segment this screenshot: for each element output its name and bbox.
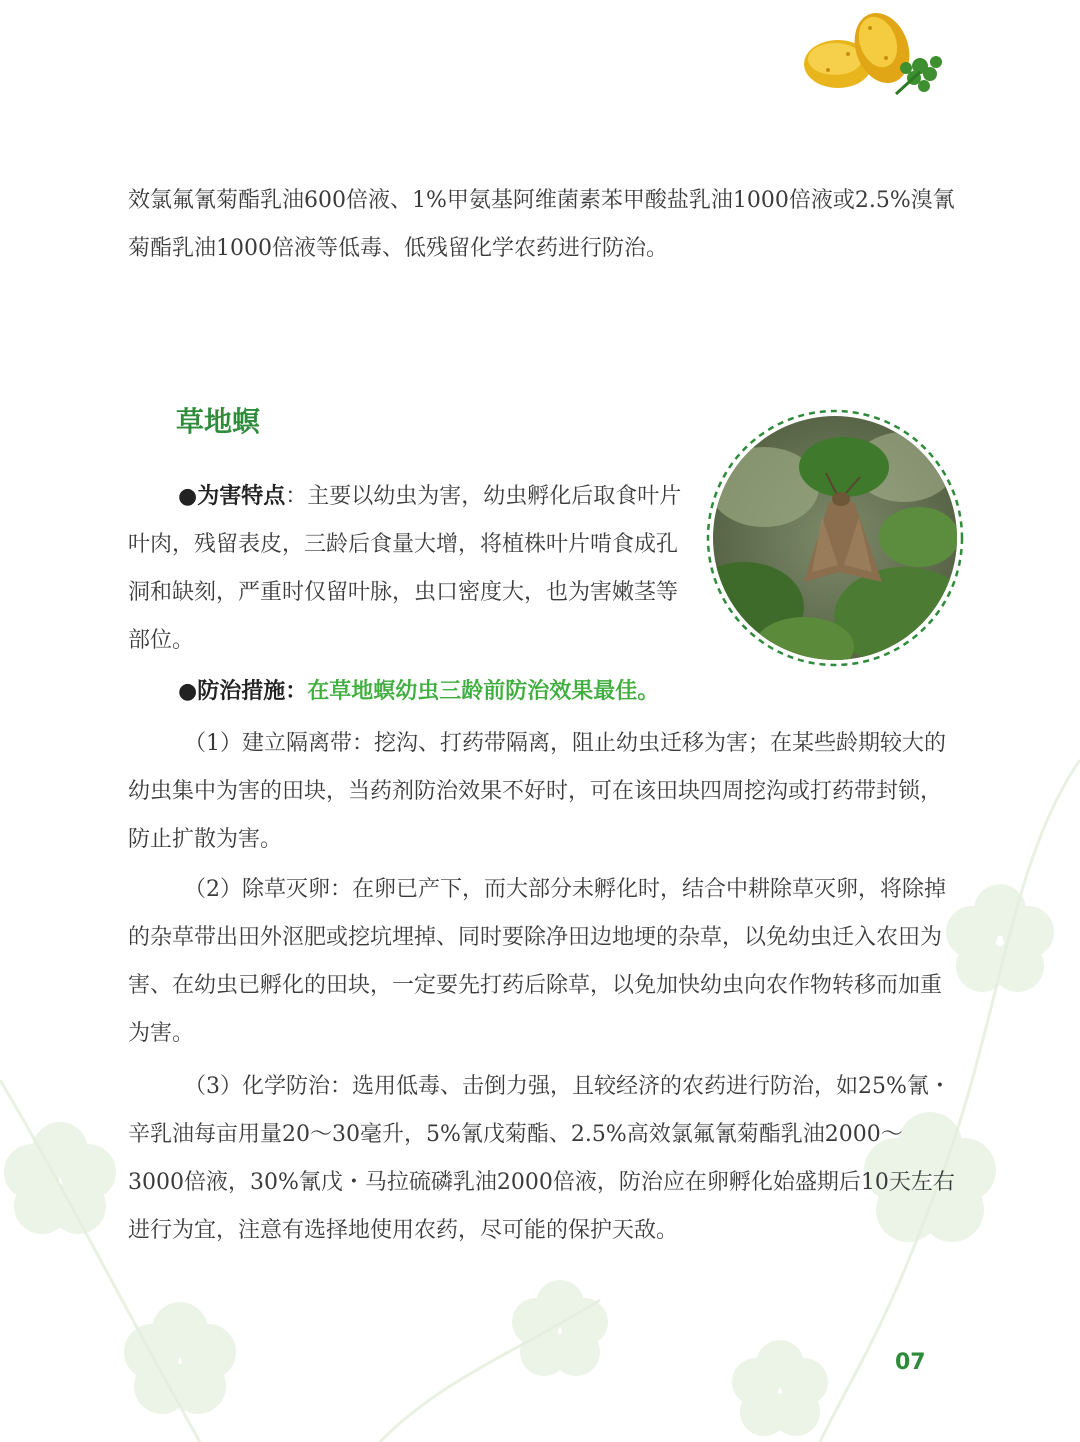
bullet-icon: ● xyxy=(178,679,198,704)
control-label: 防治措施 xyxy=(197,679,286,704)
step-3: （3）化学防治：选用低毒、击倒力强，且较经济的农药进行防治，如25%氰・辛乳油每亩用量20～30毫升，5%氰戊菊酯、2.5%高效氯氟氰菊酯乳油2000～3000倍液，30%氰戊・马拉硫磷乳油2000倍液，防治应在卵孵化始盛期后10天左右进行为宜，注意有选择地使用农药，尽可能的保护天敌。 xyxy=(128,1074,955,1243)
step-2: （2）除草灭卵：在卵已产下，而大部分未孵化时，结合中耕除草灭卵，将除掉的杂草带出田外沤肥或挖坑埋掉、同时要除净田边地埂的杂草，以免幼虫迁入农田为害、在幼虫已孵化的田块，一定要先打药后除草，以免加快幼虫向农作物转移而加重为害。 xyxy=(128,877,946,1046)
potato-logo-icon xyxy=(800,8,950,100)
bullet-icon: ● xyxy=(178,484,198,509)
harm-text: ：主要以幼虫为害，幼虫孵化后取食叶片叶肉，残留表皮，三龄后食量大增，将植株叶片啃食成孔洞和缺刻，严重时仅留叶脉，虫口密度大，也为害嫩茎等部位。 xyxy=(128,484,682,653)
page-number: 07 xyxy=(895,1350,926,1375)
section-title: 草地螟 xyxy=(176,405,261,438)
harm-paragraph xyxy=(128,473,688,665)
step-1: （1）建立隔离带：挖沟、打药带隔离，阻止幼虫迁移为害；在某些龄期较大的幼虫集中为害的田块，当药剂防治效果不好时，可在该田块四周挖沟或打药带封锁，防止扩散为害。 xyxy=(128,731,946,852)
control-paragraph xyxy=(178,668,978,716)
control-colon: ： xyxy=(285,679,308,704)
moth-photo xyxy=(704,407,966,669)
intro-paragraph: 效氯氟氰菊酯乳油600倍液、1%甲氨基阿维菌素苯甲酸盐乳油1000倍液或2.5%溴氰菊酯乳油1000倍液等低毒、低残留化学农药进行防治。 xyxy=(128,188,955,261)
control-highlight: 在草地螟幼虫三龄前防治效果最佳。 xyxy=(307,679,660,704)
harm-label: 为害特点 xyxy=(197,484,286,509)
